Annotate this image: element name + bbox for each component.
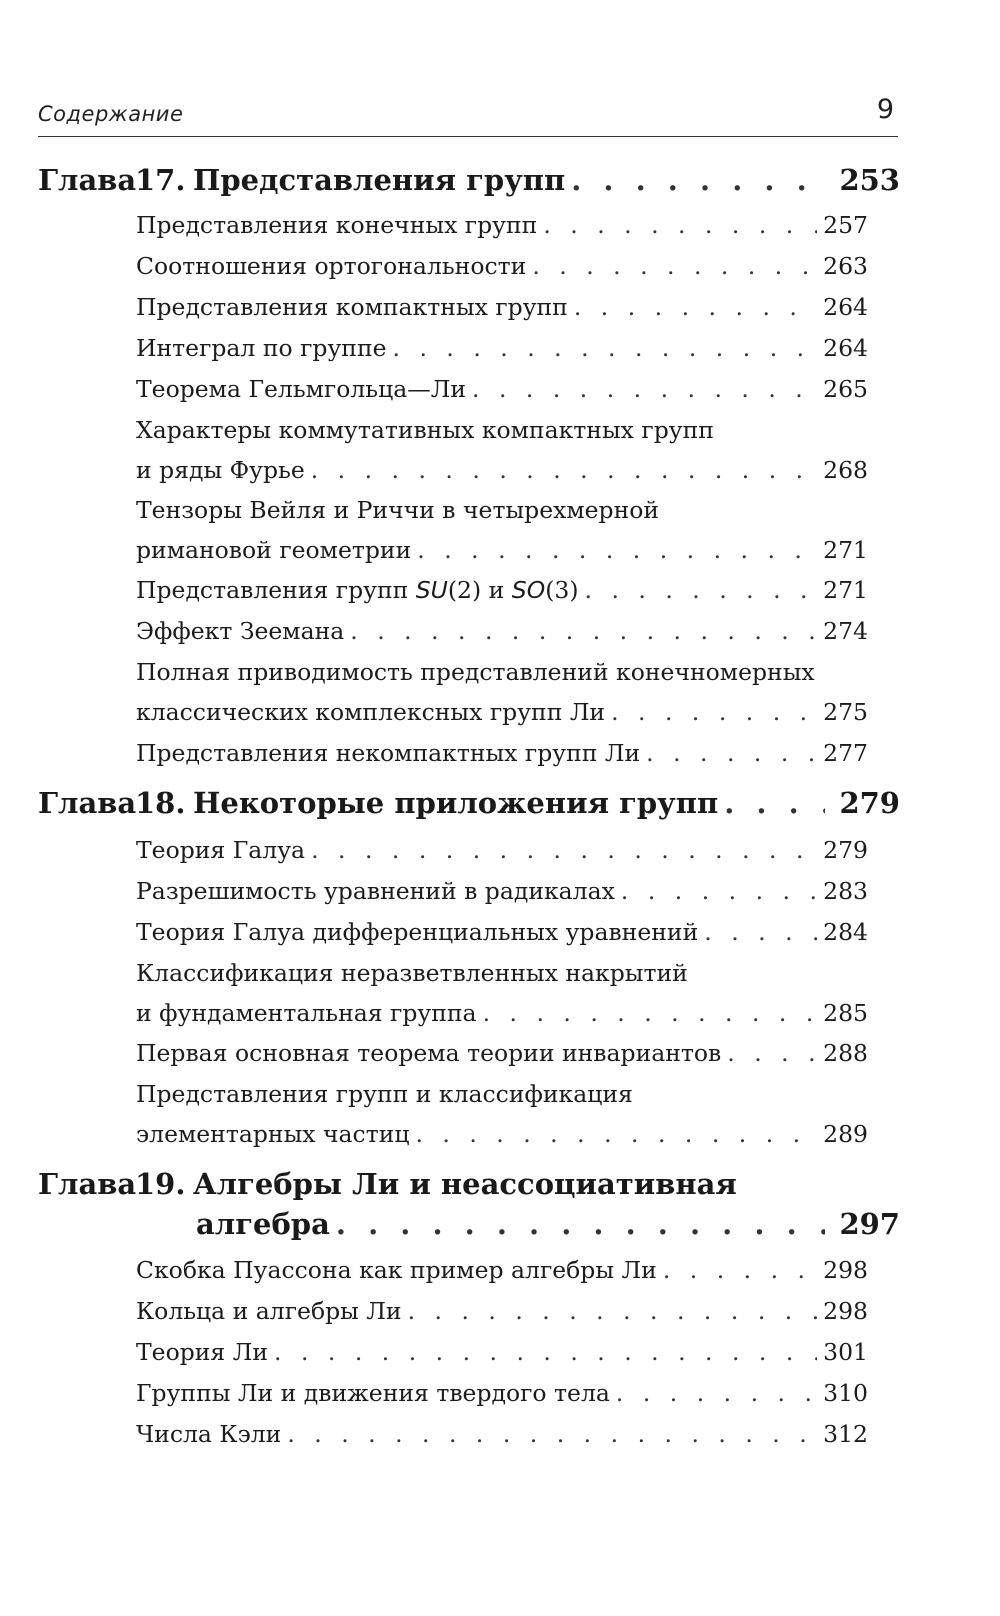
math-su: SU [415, 576, 448, 604]
entry-title-line1: Классификация неразветвленных накрытий [136, 959, 688, 987]
entry-title: Теория Галуа [136, 836, 306, 864]
dot-leader [611, 692, 817, 732]
entry-page: 271 [823, 576, 868, 604]
dot-leader [663, 1250, 817, 1290]
entry-page: 298 [823, 1256, 868, 1284]
toc-entry[interactable] [136, 1414, 868, 1454]
entry-title: Теорема Гельмгольца—Ли [136, 375, 466, 403]
entry-page: 289 [823, 1120, 868, 1148]
entry-title: Разрешимость уравнений в радикалах [136, 877, 615, 905]
dot-leader [724, 781, 825, 825]
toc-entry[interactable] [136, 1291, 868, 1331]
running-header [38, 92, 898, 137]
chapter-18-heading[interactable] [38, 781, 900, 825]
toc-entry[interactable] [136, 611, 868, 651]
entry-page: 288 [823, 1039, 868, 1067]
chapter-number: 18. [135, 786, 186, 820]
entry-title: и ряды Фурье [136, 456, 305, 484]
dot-leader [543, 205, 817, 245]
dot-leader [311, 450, 817, 490]
toc-entry[interactable] [136, 328, 868, 368]
entry-page: 264 [823, 334, 868, 362]
entry-title-line1: Представления групп и классификация [136, 1080, 633, 1108]
entry-title: Скобка Пуассона как пример алгебры Ли [136, 1256, 657, 1284]
toc-entry[interactable] [136, 1033, 868, 1073]
entry-page: 310 [823, 1379, 868, 1407]
entry-title: Эффект Зеемана [136, 617, 345, 645]
dot-leader [287, 1414, 817, 1454]
toc-entry[interactable] [136, 369, 868, 409]
chapter-title: Алгебры Ли и неассоциативная [193, 1167, 737, 1201]
chapter-19-heading[interactable] [38, 1162, 900, 1246]
entry-page: 271 [823, 536, 868, 564]
toc-entry[interactable] [136, 1250, 868, 1290]
entry-page: 301 [823, 1338, 868, 1366]
dot-leader [585, 570, 818, 610]
entry-page: 264 [823, 293, 868, 321]
toc-entry[interactable] [136, 410, 868, 490]
chapter-number: 17. [135, 163, 186, 197]
entry-title: и фундаментальная группа [136, 999, 477, 1027]
dot-leader [408, 1291, 818, 1331]
toc-entry[interactable] [136, 287, 868, 327]
dot-leader [532, 246, 817, 286]
dot-leader [616, 1373, 817, 1413]
entry-page: 298 [823, 1297, 868, 1325]
entry-title: Теория Галуа дифференциальных уравнений [136, 918, 699, 946]
entry-title: Представления компактных групп [136, 293, 568, 321]
toc-entry[interactable] [136, 733, 868, 773]
toc-entry[interactable] [136, 953, 868, 1033]
toc-entry[interactable] [136, 871, 868, 911]
chapter-label: Глава [38, 163, 137, 197]
entry-title: римановой геометрии [136, 536, 412, 564]
entry-title: Представления конечных групп [136, 211, 538, 239]
entry-title-line1: Тензоры Вейля и Риччи в четырехмерной [136, 496, 660, 524]
chapter-title-line2: алгебра [196, 1207, 330, 1241]
dot-leader [336, 1202, 826, 1246]
toc-entry[interactable] [136, 570, 868, 610]
math-so: SO [511, 576, 546, 604]
dot-leader [393, 328, 818, 368]
entry-page: 284 [823, 918, 868, 946]
toc-entry[interactable] [136, 1074, 868, 1154]
entry-page: 274 [823, 617, 868, 645]
entry-title-part: (2) и [447, 576, 512, 604]
entry-title-part: (3) [545, 576, 579, 604]
chapter-label: Глава [38, 786, 137, 820]
dot-leader [621, 871, 817, 911]
chapter-page: 279 [839, 786, 900, 820]
dot-leader [646, 733, 817, 773]
entry-title-line1: Полная приводимость представлений конечномерных [136, 658, 815, 686]
dot-leader [571, 158, 825, 202]
chapter-title: Представления групп [193, 163, 566, 197]
dot-leader [350, 611, 817, 651]
chapter-page: 297 [839, 1207, 900, 1241]
entry-page: 265 [823, 375, 868, 403]
dot-leader [704, 912, 817, 952]
toc-entry[interactable] [136, 490, 868, 570]
toc-entry[interactable] [136, 1373, 868, 1413]
entry-title [136, 570, 579, 610]
entry-page: 268 [823, 456, 868, 484]
dot-leader [483, 993, 818, 1033]
chapter-page: 253 [839, 163, 900, 197]
toc-entry[interactable] [136, 246, 868, 286]
entry-page: 283 [823, 877, 868, 905]
entry-page: 263 [823, 252, 868, 280]
dot-leader [727, 1033, 817, 1073]
header-title: Содержание [38, 102, 184, 126]
dot-leader [415, 1114, 817, 1154]
dot-leader [274, 1332, 817, 1372]
chapter-number: 19. [135, 1167, 186, 1201]
entry-title: Соотношения ортогональности [136, 252, 527, 280]
entry-page: 285 [823, 999, 868, 1027]
chapter-17-heading[interactable] [38, 158, 900, 202]
entry-title: Интеграл по группе [136, 334, 387, 362]
entry-page: 275 [823, 698, 868, 726]
toc-entry[interactable] [136, 912, 868, 952]
toc-entry[interactable] [136, 205, 868, 245]
entry-title: Кольца и алгебры Ли [136, 1297, 402, 1325]
toc-entry[interactable] [136, 1332, 868, 1372]
entry-title: Числа Кэли [136, 1420, 282, 1448]
entry-title: Теория Ли [136, 1338, 269, 1366]
entry-page: 277 [823, 739, 868, 767]
entry-title-line1: Характеры коммутативных компактных групп [136, 416, 714, 444]
header-page-number: 9 [876, 94, 894, 125]
chapter-label: Глава [38, 1167, 137, 1201]
dot-leader [472, 369, 817, 409]
entry-title: Представления некомпактных групп Ли [136, 739, 641, 767]
entry-title-part: Представления групп [136, 576, 416, 604]
chapter-title: Некоторые приложения групп [193, 786, 719, 820]
entry-title: Первая основная теорема теории инвариантов [136, 1039, 722, 1067]
entry-title: классических комплексных групп Ли [136, 698, 606, 726]
dot-leader [311, 830, 817, 870]
dot-leader [417, 530, 817, 570]
entry-title: Группы Ли и движения твердого тела [136, 1379, 610, 1407]
toc-entry[interactable] [136, 830, 868, 870]
entry-title: элементарных частиц [136, 1120, 410, 1148]
entry-page: 312 [823, 1420, 868, 1448]
toc-entry[interactable] [136, 652, 868, 732]
entry-page: 257 [823, 211, 868, 239]
entry-page: 279 [823, 836, 868, 864]
dot-leader [574, 287, 817, 327]
